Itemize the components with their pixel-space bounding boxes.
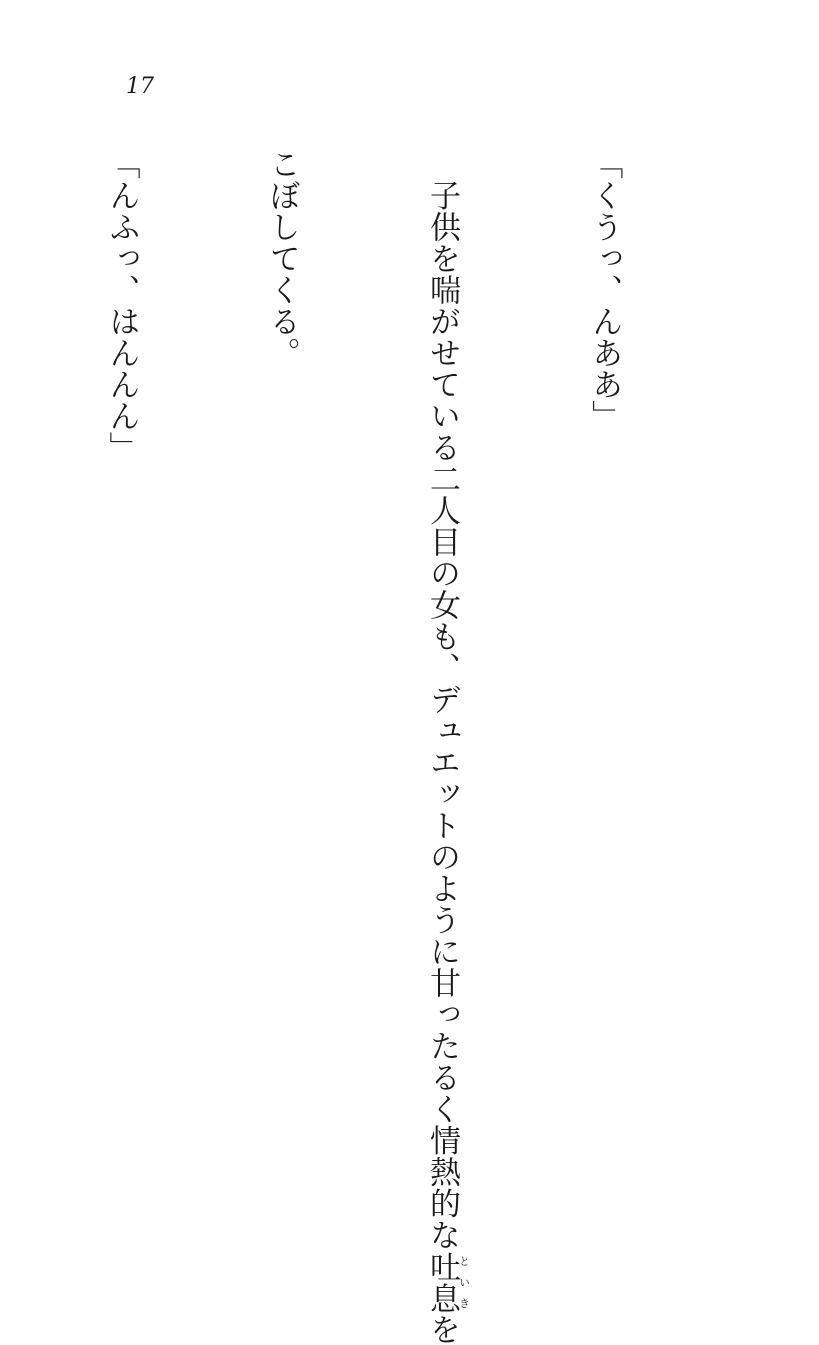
text-line-3: こぼしてくる。 [263, 148, 300, 369]
text-line-2 [415, 148, 471, 1345]
text-line-1: 「くうっ、んああ」 [586, 148, 623, 432]
ruby-toiki-reading: といき [457, 1250, 471, 1314]
text-line-4: 「んふっ、はんんん」 [103, 148, 140, 463]
vertical-text-body [0, 148, 737, 1345]
text-line-2-body: 子供を喘がせている二人目の女も、デュエットのように甘ったるく情熱的な吐息といきを [423, 148, 471, 1345]
page-number: 17 [126, 74, 154, 99]
ruby-toiki: 吐息といき [423, 1250, 471, 1314]
